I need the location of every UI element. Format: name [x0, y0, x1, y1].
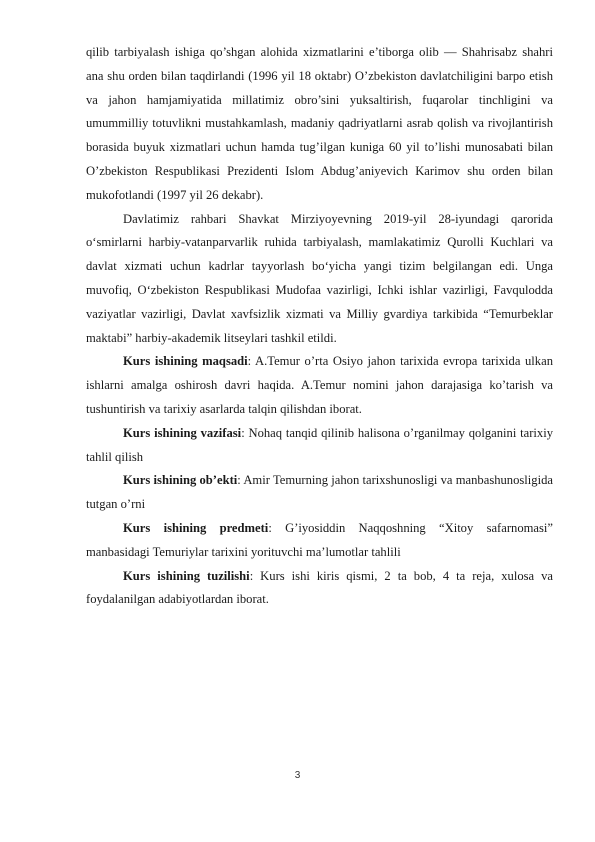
document-body: [86, 41, 553, 612]
course-goal-text: : A.Temur o’rta Osiyo jahon tarixida evropa tarixida ulkan ishlarni amalga oshirosh davri haqida. A.Temur nomini jahon darajasiga ko’tarish va tushuntirish va tarixiy asarlarda talqin qilishdan iborat.: [86, 354, 553, 416]
paragraph-course-subject: [86, 517, 553, 565]
course-goal-label: Kurs ishining maqsadi: [123, 354, 248, 369]
paragraph-course-task: [86, 422, 553, 470]
course-object-text: : Amir Temurning jahon tarixshunosligi va manbashunosligida tutgan o’rni: [86, 473, 553, 512]
paragraph-course-object: [86, 469, 553, 517]
paragraph-shahrisabz-order: [86, 41, 553, 208]
course-structure-label: Kurs ishining tuzilishi: [123, 568, 250, 583]
course-structure-text: : Kurs ishi kiris qismi, 2 ta bob, 4 ta reja, xulosa va foydalanilgan adabiyotlardan iborat.: [86, 568, 553, 607]
paragraph-temurbeklar-maktabi: [86, 208, 553, 351]
course-subject-label: Kurs ishining predmeti: [123, 520, 269, 535]
paragraph-text: qilib tarbiyalash ishiga qo’shgan alohida xizmatlarini e’tiborga olib — Shahrisabz shahri ana shu orden bilan taqdirlandi (1996 yil 18 oktabr) O’zbekiston davlatchiligini barpo etish va jahon hamjamiyatida millatimiz obro’sini yuksaltirish, fuqarolar tinchligini va umummilliy totuvlikni mustahkamlash, madaniy qadriyatlarni asrab qolish va rivojlantirish borasida buyuk xizmatlari uchun hamda tug’ilgan kuniga 60 yil to’lishi munosabati bilan O’zbekiston Respublikasi Prezidenti Islom Abdug’aniyevich Karimov shu orden bilan mukofotlandi (1997 yil 26 dekabr).: [86, 45, 553, 202]
course-object-label: Kurs ishining ob’ekti: [123, 473, 238, 488]
paragraph-course-structure: [86, 565, 553, 613]
course-task-label: Kurs ishining vazifasi: [123, 425, 242, 440]
paragraph-course-goal: [86, 350, 553, 421]
paragraph-text: Davlatimiz rahbari Shavkat Mirziyoyevning 2019-yil 28-iyundagi qarorida o‘smirlarni harbiy-vatanparvarlik ruhida tarbiyalash, mamlakatimiz Qurolli Kuchlari va davlat xizmati uchun kadrlar tayyorlash bo‘yicha yangi tizim belgilangan edi. Unga muvofiq, O‘zbekiston Respublikasi Mudofaa vazirligi, Ichki ishlar vazirligi, Favqulodda vaziyatlar vazirligi, Davlat xavfsizlik xizmati va Milliy gvardiya tarkibida “Temurbeklar maktabi” harbiy-akademik litseylari tashkil etildi.: [86, 211, 553, 345]
course-subject-text: : G’iyosiddin Naqqoshning “Xitoy safarnomasi” manbasidagi Temuriylar tarixini yorituvchi ma’lumotlar tahlili: [86, 520, 554, 559]
course-task-text: : Nohaq tanqid qilinib halisona o’rganilmay qolganini tarixiy tahlil qilish: [86, 425, 553, 464]
page-number: 3: [294, 770, 301, 781]
